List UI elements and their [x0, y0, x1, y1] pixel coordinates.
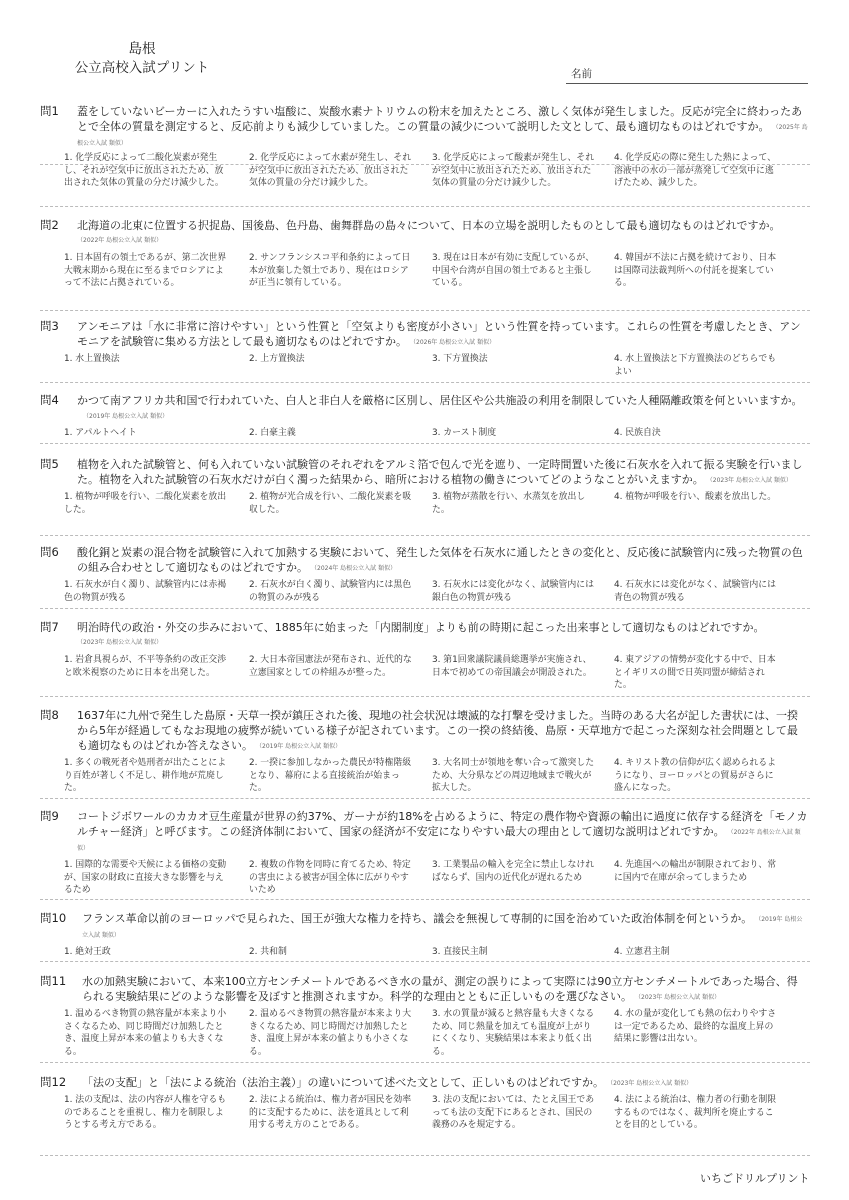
- option[interactable]: 4. 民族自決: [614, 428, 661, 438]
- option[interactable]: 1. 多くの戦死者や処刑者が出たことにより百姓が著しく不足し、耕作地が荒廃した。: [64, 758, 227, 794]
- question-4: [40, 393, 810, 444]
- option[interactable]: 4. 化学反応の際に発生した熱によって、溶液中の水の一部が蒸発して空気中に逃げたため、減少した。: [614, 153, 776, 189]
- question-text: 水の加熱実験において、本来100立方センチメートルであるべき水の量が、測定の誤りによって実際には90立方センチメートルであった場合、得られる実験結果にどのような影響を及ぼすと推測されますか。科学的な理由とともに正しいものを選びなさい。: [82, 975, 798, 1003]
- option[interactable]: 1. 絶対王政: [64, 947, 111, 957]
- option[interactable]: 1. アパルトヘイト: [64, 428, 137, 438]
- question-text: 植物を入れた試験管と、何も入れていない試験管のそれぞれをアルミ箔で包んで光を遮り、一定時間置いた後に石灰水を入れて振る実験を行いました。植物を入れた試験管の石灰水だけが白く濁った結果から、暗所における植物の働きについてどのようなことがいえますか。: [77, 458, 803, 486]
- option[interactable]: 4. 石灰水には変化がなく、試験管内には青色の物質が残る: [614, 580, 776, 603]
- option[interactable]: 4. 水上置換法と下方置換法のどちらでもよい: [614, 354, 777, 377]
- question-9: [40, 809, 810, 900]
- question-text: コートジボワールのカカオ豆生産量が世界の約37%、ガーナが約18%を占めるように、特定の農作物や資源の輸出に過度に依存する経済を「モノカルチャー経済」と呼びます。この経済体制において、国家の経済が不安定になりやすい最大の理由として適切な説明はどれですか。: [77, 810, 808, 838]
- option[interactable]: 2. 共和制: [249, 947, 287, 957]
- question-12: [40, 1075, 810, 1156]
- question-2: [40, 218, 810, 311]
- option[interactable]: 4. 水の量が変化しても熱の伝わりやすさは一定であるため、最終的な温度上昇の結果に影響は出ない。: [614, 1009, 777, 1045]
- question-source: （2025年 島根公立入試 類似）: [77, 124, 808, 147]
- option[interactable]: 2. 一揆に参加しなかった農民が特権階級となり、幕府による直接統治が始まった。: [249, 758, 412, 794]
- option[interactable]: 4. 東アジアの情勢が変化する中で、日本とイギリスの間で日英同盟が締結された。: [614, 655, 776, 691]
- question-number: 問7: [40, 620, 59, 634]
- question-source: （2022年 島根公立入試 類似）: [77, 237, 163, 244]
- question-text: フランス革命以前のヨーロッパで見られた、国王が強大な権力を持ち、議会を無視して専制的に国を治めていた政治体制を何というか。: [82, 912, 753, 925]
- question-text: 酸化銅と炭素の混合物を試験管に入れて加熱する実験において、発生した気体を石灰水に通したときの変化と、反応後に試験管内に残った物質の色の組み合わせとして適切なものはどれですか。: [77, 546, 803, 574]
- option[interactable]: 2. サンフランシスコ平和条約によって日本が放棄した領土であり、現在はロシアが正当に領有している。: [249, 253, 411, 289]
- question-number: 問8: [40, 708, 59, 722]
- question-6: [40, 545, 810, 609]
- question-number: 問2: [40, 218, 59, 232]
- option[interactable]: 1. 石灰水が白く濁り、試験管内には赤褐色の物質が残る: [64, 580, 227, 603]
- option[interactable]: 3. 化学反応によって酸素が発生し、それが空気中に放出されたため、放出された気体の質量の分だけ減少した。: [432, 153, 595, 189]
- question-11: [40, 974, 810, 1063]
- title-prefecture: 島根: [128, 41, 156, 57]
- option[interactable]: 2. 白豪主義: [249, 428, 296, 438]
- option[interactable]: 4. キリスト教の信仰が広く認められるようになり、ヨーロッパとの貿易がさらに盛んになった。: [614, 758, 776, 794]
- option[interactable]: 1. 化学反応によって二酸化炭素が発生し、それが空気中に放出されたため、放出された気体の質量の分だけ減少した。: [64, 153, 224, 189]
- question-source: （2019年 島根公立入試 類似）: [82, 916, 803, 939]
- option[interactable]: 3. 第1回衆議院議員総選挙が実施され、日本で初めての帝国議会が開設された。: [432, 655, 592, 678]
- name-field[interactable]: [566, 64, 808, 84]
- question-number: 問3: [40, 319, 59, 333]
- option[interactable]: 4. 立憲君主制: [614, 947, 670, 957]
- option[interactable]: 1. 日本固有の領土であるが、第二次世界大戦末期から現在に至るまでロシアによって不法に占拠されている。: [64, 253, 227, 289]
- question-source: （2019年 島根公立入試 類似）: [83, 413, 169, 420]
- option[interactable]: 1. 温めるべき物質の熱容量が本来より小さくなるため、同じ時間だけ加熱したとき、温度上昇が本来の値よりも大きくなる。: [64, 1009, 227, 1057]
- question-number: 問6: [40, 545, 59, 559]
- question-text: かつて南アフリカ共和国で行われていた、白人と非白人を厳格に区別し、居住区や公共施設の利用を制限していた人種隔離政策を何といいますか。: [77, 394, 803, 407]
- question-source: （2023年 島根公立入試 類似）: [709, 477, 792, 484]
- name-label: 名前: [571, 68, 592, 80]
- question-source: （2023年 島根公立入試 類似）: [77, 639, 163, 646]
- option[interactable]: 1. 植物が呼吸を行い、二酸化炭素を放出した。: [64, 492, 227, 515]
- option[interactable]: 2. 石灰水が白く濁り、試験管内には黒色の物質のみが残る: [249, 580, 412, 603]
- question-number: 問4: [40, 393, 59, 407]
- option[interactable]: 3. カースト制度: [432, 428, 497, 438]
- question-source: （2023年 島根公立入試 類似）: [610, 1080, 693, 1087]
- question-source: （2019年 島根公立入試 類似）: [259, 743, 342, 750]
- option[interactable]: 1. 岩倉具視らが、不平等条約の改正交渉と欧米視察のために日本を出発した。: [64, 655, 227, 678]
- option[interactable]: 2. 化学反応によって水素が発生し、それが空気中に放出されたため、放出された気体の質量の分だけ減少した。: [249, 153, 412, 189]
- option[interactable]: 2. 複数の作物を同時に育てるため、特定の害虫による被害が国全体に広がりやすいため: [249, 860, 411, 896]
- option[interactable]: 2. 法による統治は、権力者が国民を効率的に支配するために、法を道具として利用する考え方のことである。: [249, 1095, 412, 1131]
- question-8: [40, 708, 810, 799]
- question-10: [40, 911, 810, 962]
- option[interactable]: 1. 水上置換法: [64, 354, 120, 364]
- question-5: [40, 457, 810, 536]
- question-text: アンモニアは「水に非常に溶けやすい」という性質と「空気よりも密度が小さい」という性質を持っています。これらの性質を考慮したとき、アンモニアを試験管に集める方法として最も適切なものはどれですか。: [77, 320, 801, 348]
- question-number: 問5: [40, 457, 59, 471]
- option[interactable]: 3. 大名同士が領地を奪い合って激突したため、大分県などの周辺地域まで戦火が拡大した。: [432, 758, 595, 794]
- option[interactable]: 2. 上方置換法: [249, 354, 305, 364]
- question-3: [40, 319, 810, 383]
- option[interactable]: 4. 植物が呼吸を行い、酸素を放出した。: [614, 492, 777, 502]
- question-source: （2024年 島根公立入試 類似）: [314, 565, 397, 572]
- title-main: 公立高校入試プリント: [74, 60, 210, 76]
- question-text: 北海道の北東に位置する択捉島、国後島、色丹島、歯舞群島の島々について、日本の立場を説明したものとして最も適切なものはどれですか。: [77, 219, 781, 232]
- option[interactable]: 2. 植物が光合成を行い、二酸化炭素を吸収した。: [249, 492, 412, 515]
- option[interactable]: 3. 石灰水には変化がなく、試験管内には銀白色の物質が残る: [432, 580, 594, 603]
- options-1: [40, 152, 810, 207]
- option[interactable]: 3. 植物が蒸散を行い、水蒸気を放出した。: [432, 492, 586, 515]
- question-number: 問10: [40, 911, 67, 925]
- footer-brand: いちごドリルプリント: [700, 1172, 810, 1185]
- option[interactable]: 3. 直接民主制: [432, 947, 488, 957]
- option[interactable]: 2. 温めるべき物質の熱容量が本来より大きくなるため、同じ時間だけ加熱したとき、温度上昇が本来の値よりも小さくなる。: [249, 1009, 412, 1057]
- question-7: [40, 620, 810, 697]
- option[interactable]: 1. 法の支配は、法の内容が人権を守るものであることを重視し、権力を制限しようとする考え方である。: [64, 1095, 227, 1131]
- option[interactable]: 3. 下方置換法: [432, 354, 488, 364]
- question-number: 問11: [40, 974, 67, 988]
- option[interactable]: 4. 先進国への輸出が制限されており、常に国内で在庫が余ってしまうため: [614, 860, 777, 883]
- option[interactable]: 4. 韓国が不法に占拠を続けており、日本は国際司法裁判所への付託を提案している。: [614, 253, 777, 289]
- question-text: 蓋をしていないビーカーに入れたうすい塩酸に、炭酸水素ナトリウムの粉末を加えたところ、激しく気体が発生しました。反応が完全に終わったあとで全体の質量を測定すると、反応前よりも減少していました。この質量の減少について説明した文として、最も適切なものはどれですか。: [77, 105, 803, 133]
- question-text: 明治時代の政治・外交の歩みにおいて、1885年に始まった「内閣制度」よりも前の時期に起こった出来事として適切なものはどれですか。: [77, 621, 765, 634]
- question-number: 問9: [40, 809, 59, 823]
- question-number: 問1: [40, 104, 59, 118]
- option[interactable]: 4. 法による統治は、権力者の行動を制限するものではなく、裁判所を廃止することを目的としている。: [614, 1095, 777, 1131]
- option[interactable]: 2. 大日本帝国憲法が発布され、近代的な立憲国家としての枠組みが整った。: [249, 655, 412, 678]
- question-source: （2022年 島根公立入試 類似）: [77, 829, 801, 852]
- option[interactable]: 3. 工業製品の輸入を完全に禁止しなければならず、国内の近代化が遅れるため: [432, 860, 595, 883]
- page-title: [62, 40, 222, 78]
- question-text: 1637年に九州で発生した島原・天草一揆が鎮圧された後、現地の社会状況は壊滅的な打撃を受けました。当時のある大名が記した書状には、一揆から5年が経過してもなお現地の疲弊が続いている様子が記されています。この一揆の終結後、島原・天草地方で起こった深刻な社会問題として最も適切なものはどれか答えなさい。: [77, 709, 798, 752]
- option[interactable]: 3. 法の支配においては、たとえ国王であっても法の支配下にあるとされ、国民の義務のみを規定する。: [432, 1095, 595, 1131]
- question-number: 問12: [40, 1075, 67, 1089]
- question-source: （2026年 島根公立入試 類似）: [413, 339, 496, 346]
- question-text: 「法の支配」と「法による統治（法治主義）」の違いについて述べた文として、正しいものはどれですか。: [82, 1076, 605, 1089]
- option[interactable]: 1. 国際的な需要や天候による価格の変動が、国家の財政に直接大きな影響を与えるため: [64, 860, 227, 896]
- option[interactable]: 3. 水の質量が減ると熱容量も大きくなるため、同じ熱量を加えても温度が上がりにくくなり、実験結果は本来より低く出る。: [432, 1009, 595, 1057]
- option[interactable]: 3. 現在は日本が有効に支配しているが、中国や台湾が自国の領土であると主張している。: [432, 253, 595, 289]
- question-source: （2023年 島根公立入試 類似）: [638, 994, 721, 1001]
